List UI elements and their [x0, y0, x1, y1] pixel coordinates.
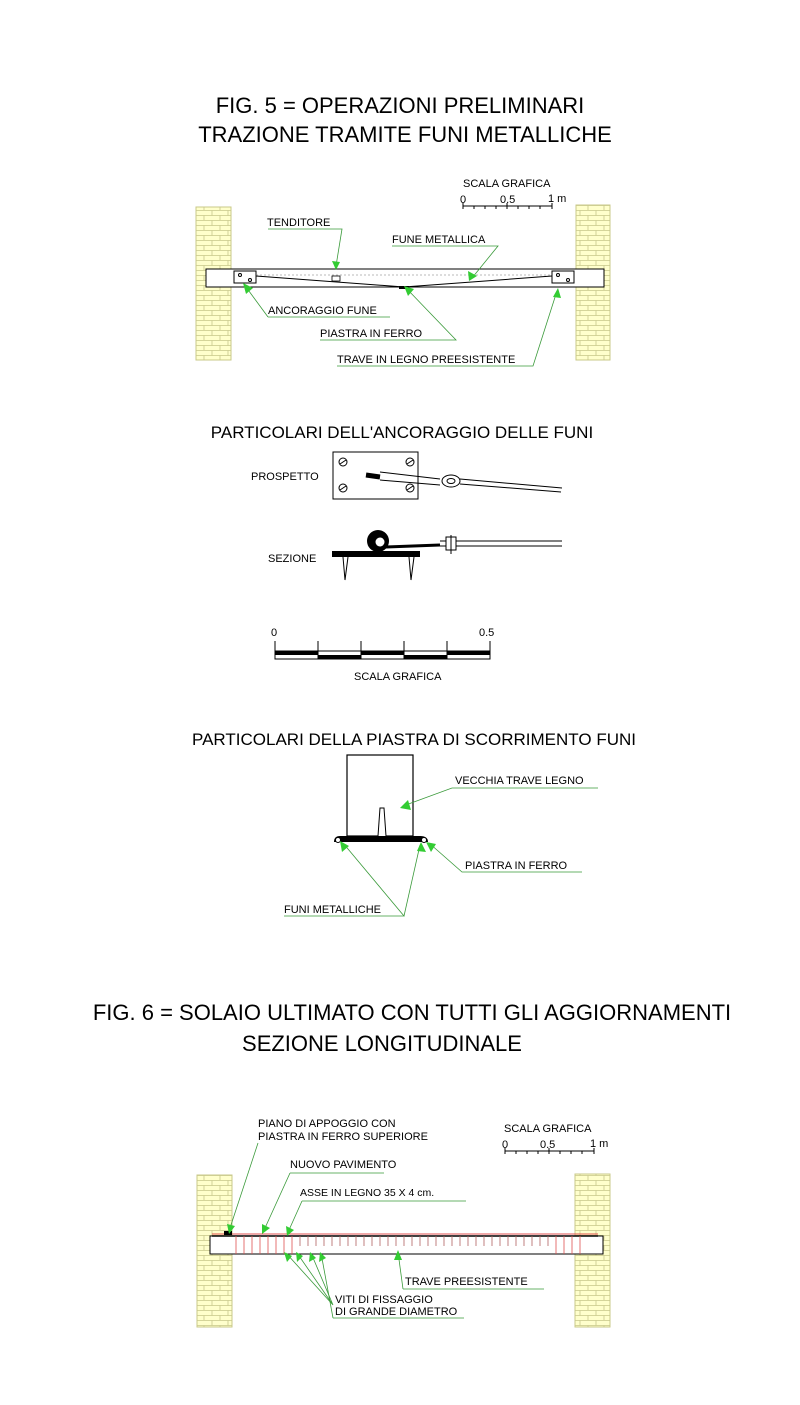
fig5-label-ancoraggio: ANCORAGGIO FUNE [268, 305, 377, 317]
plate-detail-title: PARTICOLARI DELLA PIASTRA DI SCORRIMENTO FUNI [192, 730, 636, 749]
fig5-scale-tick-0: 0 [460, 194, 467, 206]
plate-label-funi: FUNI METALLICHE [284, 904, 381, 916]
fig6-scale-title: SCALA GRAFICA [504, 1123, 592, 1135]
fig5-label-fune-metallica: FUNE METALLICA [392, 234, 486, 246]
fig5-right-anchor [552, 271, 574, 283]
anchorage-section-drawing [332, 530, 562, 580]
fig5-left-anchor [234, 271, 256, 283]
fig6-scale-tick-0: 0 [502, 1139, 509, 1151]
fig6-scale-tick-half: 0.5 [540, 1139, 556, 1151]
fig6-title-line2: SEZIONE LONGITUDINALE [242, 1031, 522, 1056]
fig5-graphic-scale [460, 178, 566, 209]
fig5-title [198, 93, 612, 147]
plate-label-piastra: PIASTRA IN FERRO [465, 860, 568, 872]
anchorage-sezione-label: SEZIONE [268, 553, 317, 565]
fig6-graphic-scale [502, 1123, 608, 1154]
fig6-label-trave-preesistente: TRAVE PREESISTENTE [405, 1276, 528, 1288]
fig5-turnbuckle [332, 276, 340, 281]
anchorage-scale-tick-0: 0 [271, 627, 278, 639]
fig6-floor-section [210, 1231, 603, 1254]
fig5-title-line1: FIG. 5 = OPERAZIONI PRELIMINARI [215, 93, 585, 118]
fig6-label-viti-line2: DI GRANDE DIAMETRO [335, 1306, 458, 1318]
fig5-scale-tick-half: 0.5 [500, 194, 516, 206]
fig5-leader-lines [246, 229, 557, 366]
anchorage-scale-tick-half: 0.5 [479, 627, 495, 639]
fig6-label-asse-legno: ASSE IN LEGNO 35 X 4 cm. [300, 1187, 435, 1199]
anchorage-elevation-drawing [333, 452, 562, 499]
fig6-label-piano-line1: PIANO DI APPOGGIO CON [258, 1118, 396, 1130]
fig5-label-tenditore: TENDITORE [267, 217, 331, 229]
fig6-existing-beam [210, 1236, 603, 1254]
plate-label-vecchia-trave: VECCHIA TRAVE LEGNO [455, 775, 584, 787]
fig6-label-viti-line1: VITI DI FISSAGGIO [335, 1294, 433, 1306]
fig5-title-line2: TRAZIONE TRAMITE FUNI METALLICHE [198, 122, 612, 147]
anchorage-prospetto-label: PROSPETTO [251, 471, 319, 483]
fig5-existing-beam [206, 269, 604, 287]
fig6-title-line1: FIG. 6 = SOLAIO ULTIMATO CON TUTTI GLI AGGIORNAMENTI [92, 1000, 732, 1025]
fig5-label-piastra: PIASTRA IN FERRO [320, 328, 423, 340]
plate-detail-drawing [334, 755, 428, 843]
fig6-scale-tick-1: 1 m [590, 1138, 609, 1150]
fig6-label-piano-line2: PIASTRA IN FERRO SUPERIORE [258, 1131, 428, 1143]
anchorage-scale-caption: SCALA GRAFICA [354, 671, 442, 683]
plate-leader-lines [284, 788, 598, 916]
anchorage-detail-title: PARTICOLARI DELL'ANCORAGGIO DELLE FUNI [210, 423, 594, 442]
fig6-label-nuovo-pavimento: NUOVO PAVIMENTO [290, 1159, 397, 1171]
fig5-label-trave: TRAVE IN LEGNO PREESISTENTE [337, 354, 516, 366]
anchorage-graphic-scale [271, 627, 494, 683]
fig5-scale-tick-1: 1 m [548, 193, 567, 205]
fig5-scale-title: SCALA GRAFICA [463, 178, 551, 190]
